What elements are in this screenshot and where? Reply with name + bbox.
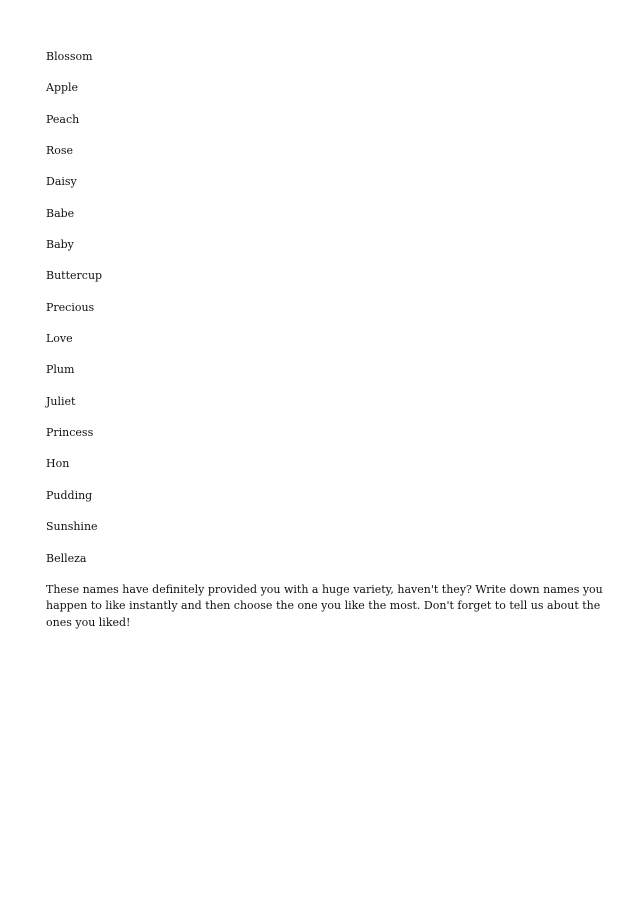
list-item: Juliet: [46, 394, 76, 408]
list-item: Apple: [46, 81, 79, 95]
list-item: Hon: [46, 457, 70, 471]
name-list: [46, 49, 606, 582]
list-item: Pudding: [46, 488, 93, 502]
list-item: Blossom: [46, 50, 93, 63]
list-item: Babe: [46, 206, 75, 220]
list-item: Daisy: [46, 175, 77, 189]
list-item: Buttercup: [46, 269, 103, 283]
list-item: Belleza: [46, 551, 87, 565]
list-item: Love: [46, 332, 73, 346]
list-item: Sunshine: [46, 520, 98, 534]
closing-paragraph: These names have definitely provided you with a huge variety, haven't they? Write down names you happen to like instantly and then choose the one you like the most. Don't forget to tell us about the ones you liked!: [46, 582, 603, 629]
list-item: Peach: [46, 112, 80, 126]
list-item: Rose: [46, 144, 74, 158]
page-content: [46, 49, 606, 631]
list-item: Plum: [46, 363, 75, 377]
list-item: Princess: [46, 426, 94, 440]
list-item: Baby: [46, 238, 74, 252]
list-item: Precious: [46, 300, 95, 314]
